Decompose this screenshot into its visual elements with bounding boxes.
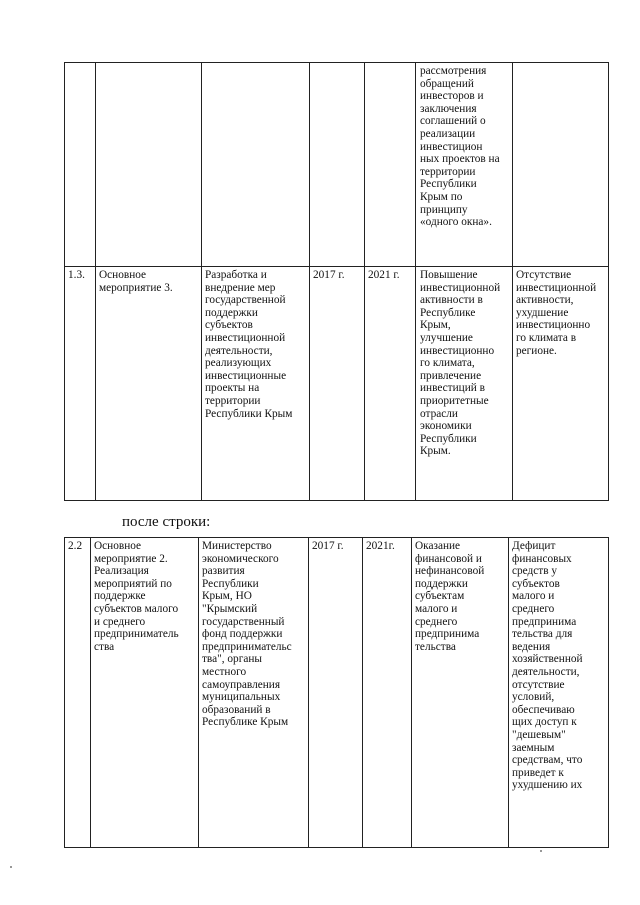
expected-result: Повышение инвестиционной активности в Республике Крым, улучшение инвестиционно го климата, привлечение инвестиций в приоритетные отрасли экономики Республики Крым. bbox=[416, 267, 513, 501]
end-year bbox=[365, 63, 416, 267]
measure-name bbox=[96, 63, 202, 267]
start-year bbox=[310, 63, 365, 267]
start-year: 2017 г. bbox=[309, 538, 363, 848]
end-year: 2021 г. bbox=[365, 267, 416, 501]
table-upper bbox=[64, 62, 609, 501]
scan-speck bbox=[540, 850, 542, 852]
row-number bbox=[65, 63, 96, 267]
risk-consequences: Отсутствие инвестиционной активности, ухудшение инвестиционно го климата в регионе. bbox=[513, 267, 609, 501]
row-number: 1.3. bbox=[65, 267, 96, 501]
executor bbox=[202, 63, 310, 267]
executor: Разработка и внедрение мер государственной поддержки субъектов инвестиционной деятельности, реализующих инвестиционные проекты на территории Республики Крым bbox=[202, 267, 310, 501]
table-row bbox=[65, 63, 609, 267]
table-row bbox=[65, 538, 609, 848]
table-lower bbox=[64, 537, 609, 848]
measure-name: Основное мероприятие 2. Реализация мероприятий по поддержке субъектов малого и среднего предприниматель ства bbox=[91, 538, 199, 848]
after-row-label: после строки: bbox=[122, 514, 211, 530]
table-row bbox=[65, 267, 609, 501]
risk-consequences bbox=[513, 63, 609, 267]
start-year: 2017 г. bbox=[310, 267, 365, 501]
row-number: 2.2 bbox=[65, 538, 91, 848]
expected-result: рассмотрения обращений инвесторов и заключения соглашений о реализации инвестицион ных проектов на территории Республики Крым по принципу «одного окна». bbox=[416, 63, 513, 267]
executor: Министерство экономического развития Республики Крым, НО "Крымский государственный фонд поддержки предпринимательс тва", органы местного самоуправления муниципальных образований в Республике Крым bbox=[199, 538, 309, 848]
expected-result: Оказание финансовой и нефинансовой поддержки субъектам малого и среднего предпринима тельства bbox=[412, 538, 509, 848]
scan-speck bbox=[10, 866, 12, 868]
measure-name: Основное мероприятие 3. bbox=[96, 267, 202, 501]
end-year: 2021г. bbox=[363, 538, 412, 848]
risk-consequences: Дефицит финансовых средств у субъектов малого и среднего предпринима тельства для ведения хозяйственной деятельности, отсутствие условий, обеспечиваю щих доступ к "дешевым" заемным средствам, что приведет к ухудшению их bbox=[509, 538, 609, 848]
